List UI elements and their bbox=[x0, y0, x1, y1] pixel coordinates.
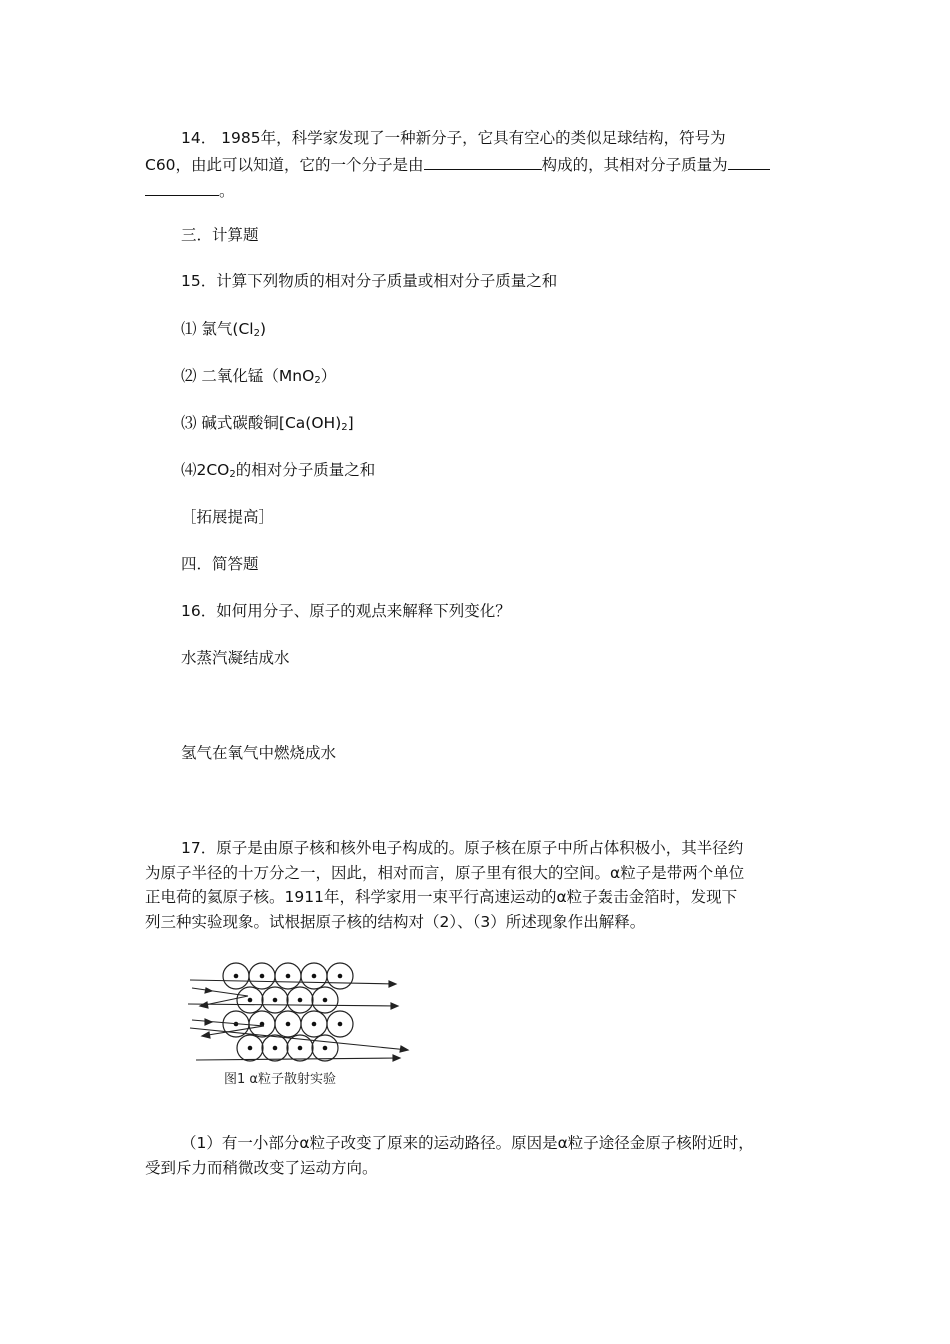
alpha-scattering-figure bbox=[186, 958, 414, 1092]
nucleus bbox=[312, 974, 317, 979]
q16-part-b: 氢气在氧气中燃烧成水 bbox=[181, 744, 337, 762]
arrow-head bbox=[205, 1019, 212, 1025]
alpha-path bbox=[188, 1004, 398, 1006]
q15-item-3-sub: 2 bbox=[341, 422, 348, 433]
arrow-head bbox=[393, 1055, 400, 1061]
q15-item-2-close: ） bbox=[320, 367, 337, 385]
nucleus bbox=[260, 974, 265, 979]
gold-nuclei bbox=[234, 974, 343, 1051]
q16-title: 16．如何用分子、原子的观点来解释下列变化？ bbox=[181, 602, 511, 620]
nucleus bbox=[248, 998, 253, 1003]
nucleus bbox=[273, 998, 278, 1003]
section-4-heading: 四．简答题 bbox=[181, 555, 259, 573]
arrow-head bbox=[400, 1046, 408, 1052]
nucleus bbox=[338, 1022, 343, 1027]
figure-caption: 图1 α粒子散射实验 bbox=[224, 1072, 336, 1087]
arrow-head bbox=[205, 988, 212, 993]
q14-text-a: C60，由此可以知道，它的一个分子是由 bbox=[145, 156, 424, 174]
nucleus bbox=[273, 1046, 278, 1051]
q14-line-1: 14． 1985年，科学家发现了一种新分子，它具有空心的类似足球结构，符号为 bbox=[181, 129, 726, 147]
q15-item-4-text: ⑷2CO bbox=[181, 461, 230, 479]
q16-part-a: 水蒸汽凝结成水 bbox=[181, 649, 290, 667]
q15-item-4 bbox=[181, 458, 375, 487]
q15-item-3-text: ⑶ 碱式碳酸铜[Ca(OH) bbox=[181, 414, 342, 432]
arrow-head bbox=[200, 1002, 208, 1008]
q15-item-4-rest: 的相对分子质量之和 bbox=[235, 461, 376, 479]
q15-item-2 bbox=[181, 364, 336, 393]
q17-line-3: 正电荷的氦原子核。1911年，科学家用一束平行高速运动的α粒子轰击金箔时，发现下 bbox=[145, 888, 738, 906]
q14-line-3 bbox=[145, 177, 235, 203]
q15-title: 15．计算下列物质的相对分子质量或相对分子质量之和 bbox=[181, 272, 558, 290]
q14-line-2 bbox=[145, 151, 770, 177]
q15-item-3 bbox=[181, 411, 354, 440]
q15-item-4-sub: 2 bbox=[229, 469, 236, 480]
answer1-line-1: （1）有一小部分α粒子改变了原来的运动路径。原因是α粒子途径金原子核附近时， bbox=[181, 1134, 754, 1152]
section-3-heading: 三．计算题 bbox=[181, 226, 259, 244]
nucleus bbox=[298, 998, 303, 1003]
q14-text-b: 构成的，其相对分子质量为 bbox=[541, 156, 728, 174]
nucleus bbox=[298, 1046, 303, 1051]
arrow-head bbox=[202, 1032, 210, 1038]
nucleus bbox=[338, 974, 343, 979]
extension-heading: ［拓展提高］ bbox=[181, 508, 275, 526]
q15-item-1-close: ) bbox=[259, 320, 267, 338]
nucleus bbox=[248, 1046, 253, 1051]
alpha-path bbox=[196, 1058, 400, 1060]
q15-item-3-close: ] bbox=[347, 414, 354, 432]
alpha-path bbox=[190, 980, 396, 984]
nucleus bbox=[234, 974, 239, 979]
answer-blank-mass-part2[interactable] bbox=[145, 177, 219, 196]
nucleus bbox=[286, 1022, 291, 1027]
arrow-head bbox=[391, 1003, 398, 1009]
nucleus bbox=[286, 974, 291, 979]
q15-item-1-text: ⑴ 氯气(Cl bbox=[181, 320, 254, 338]
answer1-line-2: 受到斥力而稍微改变了运动方向。 bbox=[145, 1159, 378, 1177]
arrow-head bbox=[389, 981, 396, 987]
q15-item-2-sub: 2 bbox=[314, 375, 321, 386]
answer-blank-mass-part1[interactable] bbox=[728, 151, 770, 170]
q14-end: 。 bbox=[219, 182, 235, 200]
nucleus bbox=[323, 998, 328, 1003]
q17-line-4: 列三种实验现象。试根据原子核的结构对（2）、（3）所述现象作出解释。 bbox=[145, 913, 646, 931]
q15-item-2-text: ⑵ 二氧化锰（MnO bbox=[181, 367, 315, 385]
nucleus bbox=[312, 1022, 317, 1027]
q17-line-2: 为原子半径的十万分之一，因此，相对而言，原子里有很大的空间。α粒子是带两个单位 bbox=[145, 864, 745, 882]
q15-item-1-sub: 2 bbox=[253, 328, 260, 339]
alpha-path bbox=[192, 1020, 264, 1026]
q15-item-1 bbox=[181, 317, 266, 346]
q17-line-1: 17．原子是由原子核和核外电子构成的。原子核在原子中所占体积极小，其半径约 bbox=[181, 839, 744, 857]
answer-blank-composition[interactable] bbox=[424, 151, 542, 170]
nucleus bbox=[323, 1046, 328, 1051]
